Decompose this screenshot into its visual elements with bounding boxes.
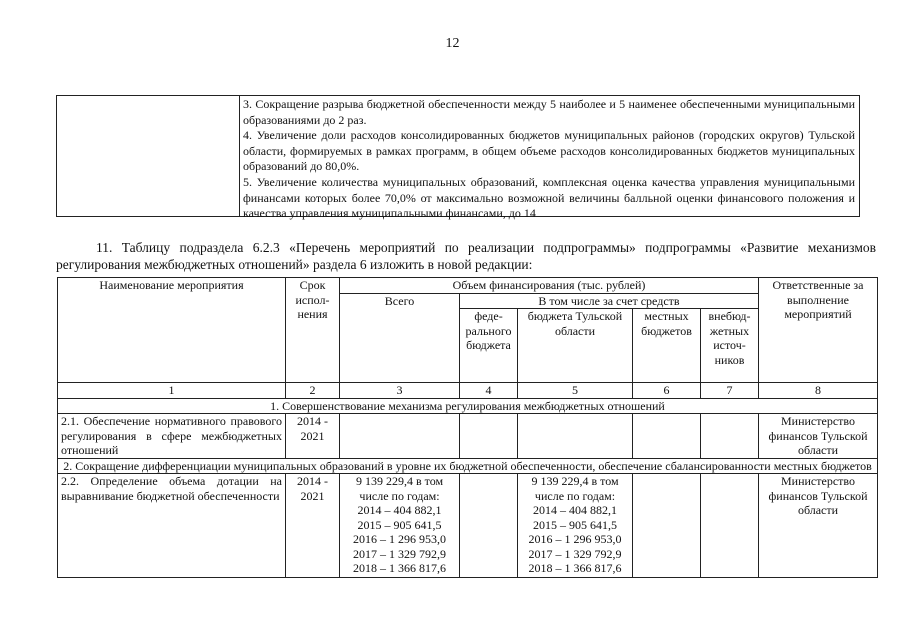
column-number: 2 <box>286 383 340 399</box>
header-total: Всего <box>340 293 460 383</box>
goal-item: 3. Сокращение разрыва бюджетной обеспеченности между 5 наиболее и 5 наименее обеспеченными муниципальными образованиями до 2 раз. <box>243 97 855 127</box>
measure-responsible: Министерство финансов Тульской области <box>759 474 878 578</box>
header-including: В том числе за счет средств <box>460 293 759 309</box>
header-name: Наименование мероприятия <box>58 278 286 383</box>
header-responsible: Ответственные за выполнение мероприятий <box>759 278 878 383</box>
goal-item: 5. Увеличение количества муниципальных образований, комплексная оценка качества управления муниципальными финансами которых более 70,0% от максимально возможной величины балльной оценки финансового положения и качества управления муниципальными финансами, до 14 <box>243 174 855 221</box>
header-local: местных бюджетов <box>633 309 701 383</box>
table-row <box>58 414 878 459</box>
amount-line: числе по годам: <box>534 488 616 503</box>
page-number: 12 <box>445 36 460 51</box>
amendment-paragraph <box>56 239 876 273</box>
column-divider <box>239 96 240 216</box>
amount-line: 2016 – 1 296 953,0 <box>353 532 446 546</box>
measure-name: 2.1. Обеспечение нормативного правового регулирования в сфере межбюджетных отношений <box>58 414 286 459</box>
total-amount-cell <box>340 474 460 578</box>
measure-name: 2.2. Определение объема дотации на выравнивание бюджетной обеспеченности <box>58 474 286 578</box>
column-number: 8 <box>759 383 878 399</box>
amendment-text: 11. Таблицу подраздела 6.2.3 «Перечень мероприятий по реализации подпрограммы» подпрограммы «Развитие механизмов регулирования межбюджетных отношений» раздела 6 изложить в новой редакции: <box>56 240 876 272</box>
amount-line: 2016 – 1 296 953,0 <box>528 532 622 546</box>
column-number: 5 <box>518 383 633 399</box>
section-title: 2. Сокращение дифференциации муниципальных образований в уровне их бюджетной обеспеченности, обеспечение сбалансированности местных бюджетов <box>58 458 878 474</box>
amount-line: 2014 – 404 882,1 <box>533 503 617 517</box>
section-row <box>58 458 878 474</box>
goals-table-fragment <box>56 95 860 221</box>
header-regional: бюджета Тульской области <box>518 309 633 383</box>
column-number: 7 <box>701 383 759 399</box>
measures-table <box>57 277 878 578</box>
section-row <box>58 398 878 414</box>
amount-line: 2017 – 1 329 792,9 <box>528 546 622 561</box>
column-number: 3 <box>340 383 460 399</box>
header-funding: Объем финансирования (тыс. рублей) <box>340 278 759 294</box>
amount-line: 2015 – 905 641,5 <box>357 517 442 532</box>
header-extrabudgetary: внебюд-жетных источ-ников <box>701 309 759 383</box>
regional-amount-cell <box>518 474 633 578</box>
measure-responsible: Министерство финансов Тульской области <box>759 414 878 459</box>
goals-list <box>243 97 855 222</box>
column-number: 6 <box>633 383 701 399</box>
measure-term: 2014 - 2021 <box>286 474 340 578</box>
amount-line: 2015 – 905 641,5 <box>533 517 617 532</box>
table-row <box>58 474 878 578</box>
amount-line: 2017 – 1 329 792,9 <box>353 546 446 561</box>
header-federal: феде-рального бюджета <box>460 309 518 383</box>
measure-term: 2014 - 2021 <box>286 414 340 459</box>
column-numbers-row <box>58 383 878 399</box>
amount-line: числе по годам: <box>359 488 440 503</box>
column-number: 4 <box>460 383 518 399</box>
amount-line: 9 139 229,4 в том <box>531 474 619 488</box>
amount-line: 9 139 229,4 в том <box>355 474 444 488</box>
section-title: 1. Совершенствование механизма регулирования межбюджетных отношений <box>58 398 878 414</box>
amount-line: 2018 – 1 366 817,6 <box>353 561 446 575</box>
amount-line: 2014 – 404 882,1 <box>357 503 442 517</box>
header-term: Срок испол-нения <box>286 278 340 383</box>
column-number: 1 <box>58 383 286 399</box>
goal-item: 4. Увеличение доли расходов консолидированных бюджетов муниципальных районов (городских округов) Тульской области, формируемых в рамках программ, в общем объеме расходов консолидированных бюджетов муниципальных образований до 80,0%. <box>243 128 855 174</box>
amount-line: 2018 – 1 366 817,6 <box>528 561 622 575</box>
